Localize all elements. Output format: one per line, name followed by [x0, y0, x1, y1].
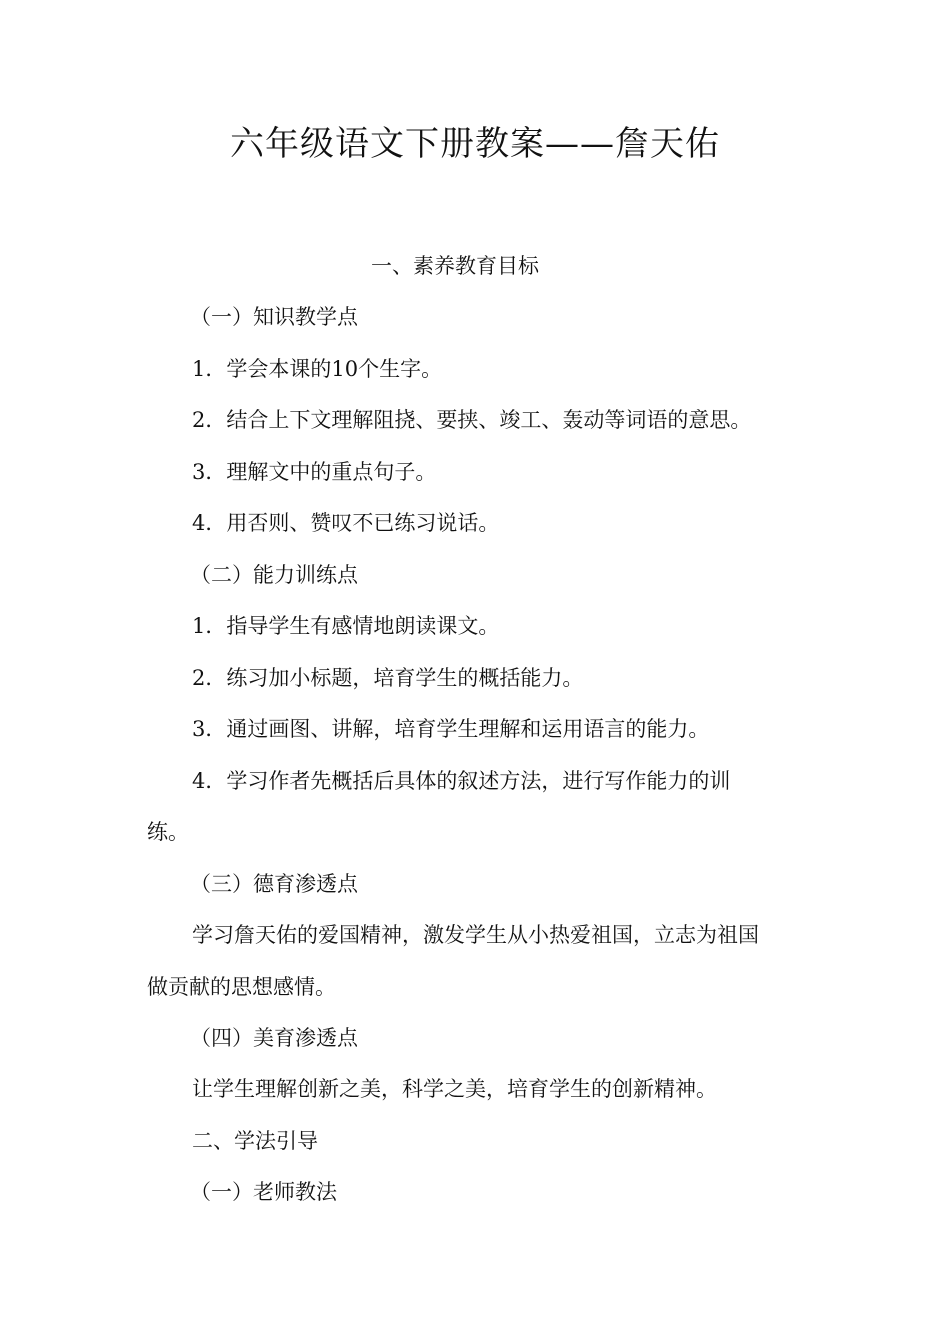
document-title: 六年级语文下册教案——詹天佑	[230, 124, 720, 164]
ability-item-4-continuation: 练。	[147, 820, 189, 844]
ability-item-4: 4．学习作者先概括后具体的叙述方法，进行写作能力的训	[192, 769, 731, 793]
section-heading-method: 二、学法引导	[192, 1129, 318, 1153]
subheading-ability: （二）能力训练点	[190, 563, 358, 587]
ability-item-1: 1．指导学生有感情地朗读课文。	[192, 614, 500, 638]
subheading-teacher-method: （一）老师教法	[190, 1180, 337, 1204]
moral-paragraph-line-2: 做贡献的思想感情。	[147, 975, 336, 999]
ability-item-2: 2．练习加小标题，培育学生的概括能力。	[192, 666, 584, 690]
knowledge-item-4: 4．用否则、赞叹不已练习说话。	[192, 511, 500, 535]
moral-paragraph-line-1: 学习詹天佑的爱国精神，激发学生从小热爱祖国，立志为祖国	[192, 923, 759, 947]
knowledge-item-3: 3．理解文中的重点句子。	[192, 460, 437, 484]
subheading-knowledge: （一）知识教学点	[190, 305, 358, 329]
subheading-moral: （三）德育渗透点	[190, 872, 358, 896]
ability-item-3: 3．通过画图、讲解，培育学生理解和运用语言的能力。	[192, 717, 710, 741]
aesthetic-paragraph: 让学生理解创新之美，科学之美，培育学生的创新精神。	[192, 1077, 717, 1101]
knowledge-item-2: 2．结合上下文理解阻挠、要挟、竣工、轰动等词语的意思。	[192, 408, 752, 432]
subheading-aesthetic: （四）美育渗透点	[190, 1026, 358, 1050]
section-heading-goals: 一、素养教育目标	[371, 254, 539, 278]
knowledge-item-1: 1．学会本课的10个生字。	[192, 357, 443, 381]
